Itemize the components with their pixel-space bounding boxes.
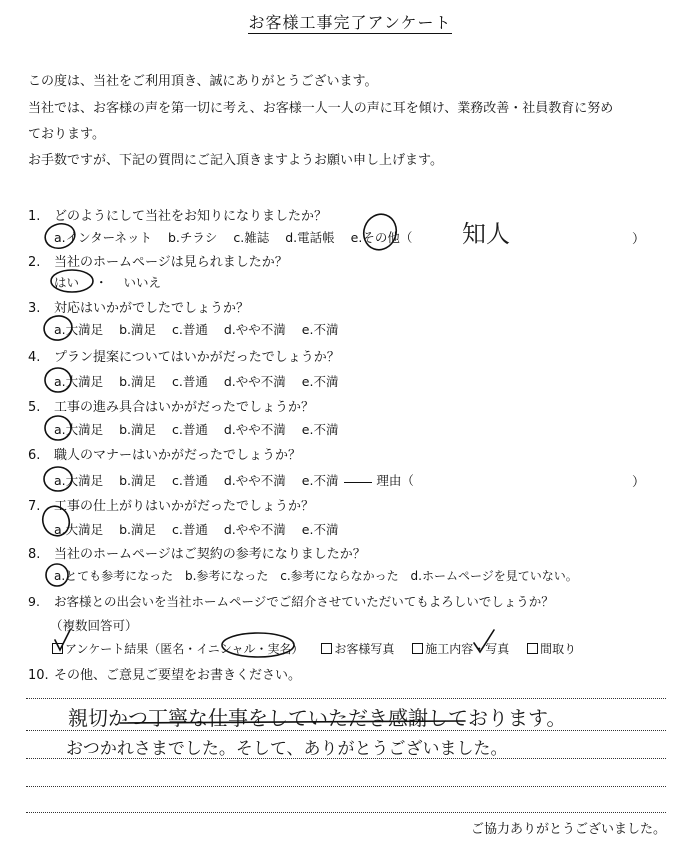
q3-circle-a xyxy=(42,314,74,342)
question-1: 1. どのようにして当社をお知りになりましたか？ xyxy=(28,209,328,224)
q9-check-survey xyxy=(55,630,70,650)
q4-circle-a xyxy=(45,368,71,392)
q1-handwritten-answer: 知人 xyxy=(462,220,510,248)
q6-option-d[interactable]: d.やや不満 xyxy=(223,473,286,488)
q9-check-construction xyxy=(474,630,494,652)
q1-option-c[interactable]: c.雑誌 xyxy=(233,230,270,245)
q1-option-d[interactable]: d.電話帳 xyxy=(285,230,335,245)
q6-close-paren: ） xyxy=(632,475,646,490)
q2-separator: ・ xyxy=(95,275,108,290)
q1-circle-e xyxy=(359,210,401,255)
question-8: 8. 当社のホームページはご契約の参考になりましたか？ xyxy=(28,547,366,562)
question-2: 2. 当社のホームページは見られましたか？ xyxy=(28,255,288,270)
q1-option-e[interactable]: e.その他（ xyxy=(350,230,413,245)
q3-option-c[interactable]: c.普通 xyxy=(172,322,208,337)
question-9: 9. お客様との出会いを当社ホームページでご紹介させていただいてもよろしいでしょうか？ xyxy=(28,594,554,609)
q3-option-d[interactable]: d.やや不満 xyxy=(223,322,286,337)
q3-option-a[interactable]: a.大満足 xyxy=(54,322,104,337)
q10-handwritten-line-1: 親切かつ丁寧な仕事をしていただき感謝しております。 xyxy=(68,706,567,730)
question-7: 7. 工事の仕上がりはいかがだったでしょうか？ xyxy=(28,499,315,514)
q2-option-yes[interactable]: はい xyxy=(54,275,80,290)
q3-option-e[interactable]: e.不満 xyxy=(301,322,339,337)
q5-circle-a xyxy=(45,416,71,440)
intro-line-4: お手数ですが、下記の質問にご記入頂きますようお願い申し上げます。 xyxy=(28,153,443,168)
q7-option-c[interactable]: c.普通 xyxy=(172,522,208,537)
page-title: お客様工事完了アンケート xyxy=(248,13,452,32)
q9-circle-initial xyxy=(222,633,294,657)
q4-option-c[interactable]: c.普通 xyxy=(172,374,208,389)
q9-option-floorplan[interactable]: 間取り xyxy=(527,640,576,657)
q5-option-d[interactable]: d.やや不満 xyxy=(223,422,286,437)
question-6: 6. 職人のマナーはいかがだったでしょうか？ xyxy=(28,448,302,463)
intro-line-3: ております。 xyxy=(28,127,105,142)
intro-line-1: この度は、当社をご利用頂き、誠にありがとうございます。 xyxy=(28,74,378,89)
q6-option-e[interactable]: e.不満 xyxy=(301,473,339,488)
q5-option-a[interactable]: a.大満足 xyxy=(54,422,104,437)
q10-underline-stroke xyxy=(120,721,465,723)
q7-option-d[interactable]: d.やや不満 xyxy=(223,522,286,537)
intro-line-2: 当社では、お客様の声を第一切に考え、お客様一人一人の声に耳を傾け、業務改善・社員教育に努め xyxy=(28,101,614,116)
q3-option-b[interactable]: b.満足 xyxy=(119,322,157,337)
q9-option-construction[interactable]: 施工内容・写真 xyxy=(412,640,509,657)
q2-circle-yes xyxy=(51,270,93,292)
q6-circle-a xyxy=(44,467,72,491)
q8-circle-a xyxy=(46,564,68,586)
q4-option-e[interactable]: e.不満 xyxy=(301,374,339,389)
q1-circle-a xyxy=(42,221,77,252)
q9-option-survey[interactable]: アンケート結果（匿名・イニシャル・実名） xyxy=(52,640,304,657)
q6-reason-label: 理由（ xyxy=(376,473,414,488)
q1-option-a[interactable]: a.インターネット xyxy=(54,230,153,245)
q8-option-d[interactable]: d.ホームページを見ていない。 xyxy=(410,569,578,583)
q4-option-b[interactable]: b.満足 xyxy=(119,374,157,389)
q5-option-b[interactable]: b.満足 xyxy=(119,422,157,437)
question-10: 10. その他、ご意見ご要望をお書きください。 xyxy=(28,668,302,683)
q5-option-c[interactable]: c.普通 xyxy=(172,422,208,437)
q7-circle-a xyxy=(39,502,74,539)
q4-option-a[interactable]: a.大満足 xyxy=(54,374,104,389)
q8-option-a[interactable]: a.とても参考になった xyxy=(54,569,174,583)
question-9-note: （複数回答可） xyxy=(50,618,138,633)
q6-option-b[interactable]: b.満足 xyxy=(119,473,157,488)
q7-option-b[interactable]: b.満足 xyxy=(119,522,157,537)
q7-option-e[interactable]: e.不満 xyxy=(301,522,339,537)
q1-option-b[interactable]: b.チラシ xyxy=(168,230,218,245)
q1-close-paren: ） xyxy=(632,232,646,247)
q6-option-c[interactable]: c.普通 xyxy=(172,473,208,488)
q5-option-e[interactable]: e.不満 xyxy=(301,422,339,437)
q2-option-no[interactable]: いいえ xyxy=(123,275,162,290)
q8-option-c[interactable]: c.参考にならなかった xyxy=(280,569,399,583)
question-4: 4. プラン提案についてはいかがだったでしょうか？ xyxy=(28,350,340,365)
q9-option-photo[interactable]: お客様写真 xyxy=(321,640,394,657)
q7-option-a[interactable]: a.大満足 xyxy=(54,522,104,537)
q8-option-b[interactable]: b.参考になった xyxy=(185,569,269,583)
question-5: 5. 工事の進み具合はいかがだったでしょうか？ xyxy=(28,400,315,415)
q4-option-d[interactable]: d.やや不満 xyxy=(223,374,286,389)
q10-handwritten-line-2: おつかれさまでした。そして、ありがとうございました。 xyxy=(66,739,508,759)
q6-option-a[interactable]: a.大満足 xyxy=(54,473,104,488)
footer-thanks: ご協力ありがとうございました。 xyxy=(470,822,666,837)
question-3: 3. 対応はいかがでしたでしょうか？ xyxy=(28,301,250,316)
